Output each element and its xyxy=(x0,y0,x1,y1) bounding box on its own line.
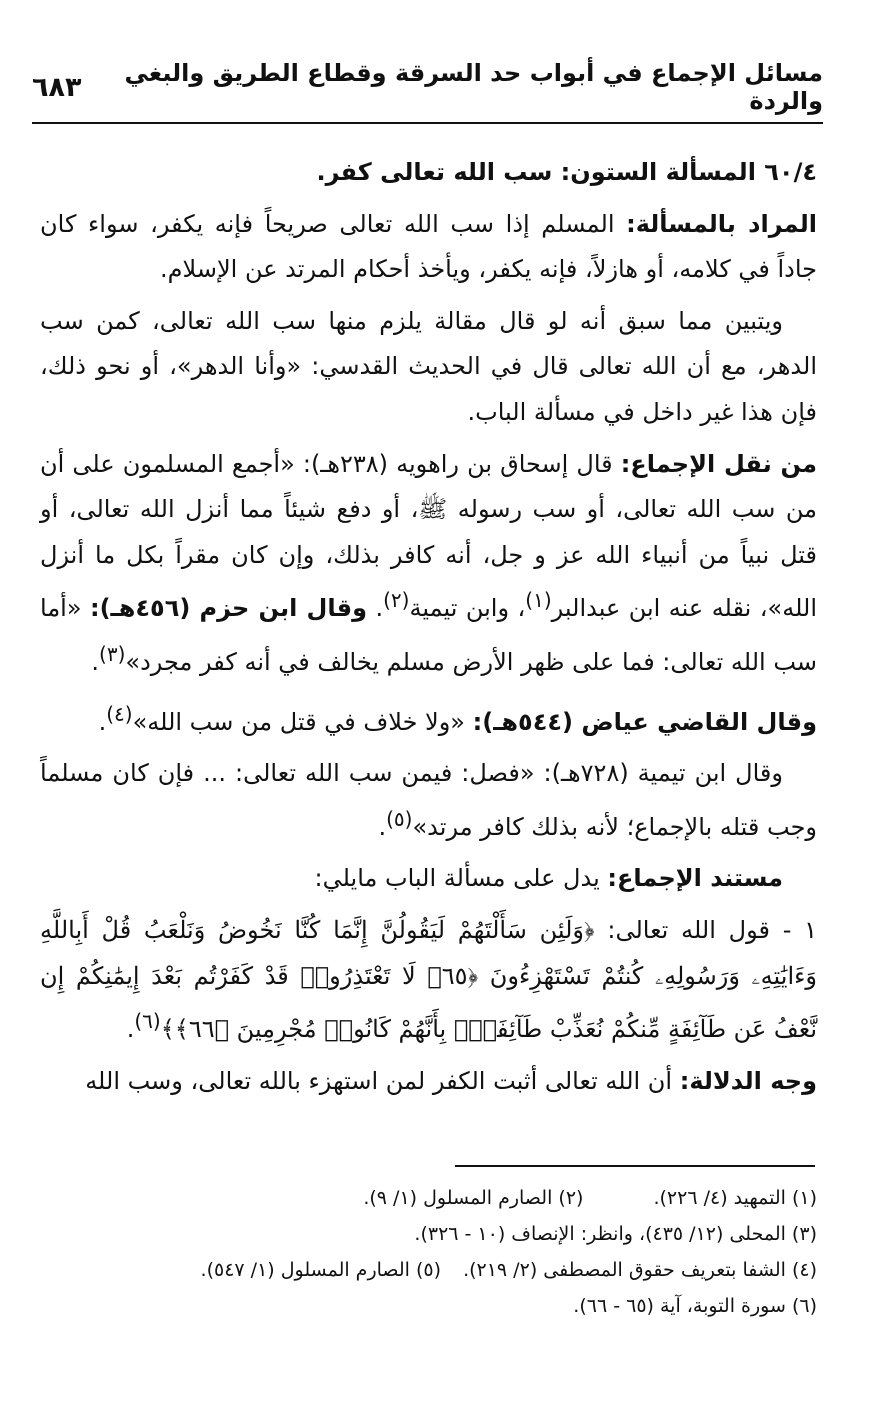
footnote-row xyxy=(150,1180,817,1216)
inference-paragraph xyxy=(40,1059,817,1105)
footnote-ref-3: (٣) xyxy=(99,641,126,666)
basis-label: مستند الإجماع: xyxy=(607,864,783,893)
footnotes xyxy=(150,1180,817,1324)
footnote-6: (٦) سورة التوبة، آية (٦٥ - ٦٦). xyxy=(573,1295,817,1317)
evidence-intro: ١ - قول الله تعالى: xyxy=(594,915,817,944)
footnote-2: (٢) الصارم المسلول (١/ ٩). xyxy=(363,1187,584,1209)
footnote-5: (٥) الصارم المسلول (١/ ٥٤٧). xyxy=(200,1259,442,1281)
qadi-iyad-quote: «ولا خلاف في قتل من سب الله» xyxy=(132,707,473,736)
footnote-ref-4: (٤) xyxy=(106,701,133,726)
transmission-text-b: ، وابن تيمية xyxy=(409,594,526,623)
footnote-separator xyxy=(455,1165,815,1167)
ibn-hazm-label: وقال ابن حزم (٤٥٦هـ): xyxy=(89,594,368,623)
transmission-paragraph xyxy=(40,442,817,686)
ibn-taymiyyah-paragraph xyxy=(40,751,817,850)
issue-heading: ٦٠/٤ المسألة الستون: سب الله تعالى كفر. xyxy=(316,158,817,186)
qadi-iyad-paragraph xyxy=(40,692,817,746)
footnote-row xyxy=(150,1288,817,1324)
page-number: ٦٨٣ xyxy=(32,71,82,103)
inference-text: أن الله تعالى أثبت الكفر لمن استهزء بالله تعالى، وسب الله xyxy=(85,1066,680,1095)
ibn-taymiyyah-end: . xyxy=(378,812,387,841)
qadi-iyad-label: وقال القاضي عياض (٥٤٤هـ): xyxy=(472,707,817,736)
clarification-paragraph: ويتبين مما سبق أنه لو قال مقالة يلزم منها سب الله تعالى، كمن سب الدهر، مع أن الله تعالى قال في الحديث القدسي: «وأنا الدهر»، أو نحو ذلك، فإن هذا غير داخل في مسألة الباب. xyxy=(40,306,817,426)
basis-text: يدل على مسألة الباب مايلي: xyxy=(314,864,608,893)
qadi-iyad-end: . xyxy=(98,707,107,736)
footnote-row xyxy=(150,1216,817,1252)
meaning-text: المسلم إذا سب الله تعالى صريحاً فإنه يكفر، سواء كان جاداً في كلامه، أو هازلاً، فإنه يكفر، ويأخذ أحكام المرتد عن الإسلام. xyxy=(40,209,817,284)
footnote-3: (٣) المحلى (١٢/ ٤٣٥)، وانظر: الإنصاف (١٠ - ٣٢٦). xyxy=(414,1223,817,1245)
meaning-label: المراد بالمسألة: xyxy=(626,209,817,238)
transmission-text-c: . xyxy=(367,594,384,623)
evidence-end: . xyxy=(126,1015,135,1044)
inference-label: وجه الدلالة: xyxy=(679,1066,817,1095)
basis-paragraph xyxy=(40,856,817,902)
footnote-1: (١) التمهيد (٤/ ٢٢٦). xyxy=(653,1187,817,1209)
footnote-4: (٤) الشفا بتعريف حقوق المصطفى (٢/ ٢١٩). xyxy=(463,1259,817,1281)
main-text xyxy=(40,150,817,1110)
header-rule xyxy=(32,122,823,124)
ibn-hazm-quote: «أما سب الله تعالى: فما على ظهر الأرض مسلم يخالف في أنه كفر مجرد» xyxy=(40,594,817,676)
running-header xyxy=(32,59,823,115)
transmission-text-a: قال إسحاق بن راهويه (٢٣٨هـ): «أجمع المسلمون على أن من سب الله تعالى، أو سب رسوله ﷺ، أو دفع شيئاً مما أنزل الله تعالى، أو قتل نبياً من أنبياء الله عز و جل، أنه كافر بذلك، وإن كان مقراً بكل ما أنزل الله»، نقله عنه ابن عبدالبر xyxy=(40,449,818,623)
footnote-row xyxy=(150,1252,817,1288)
footnote-ref-6: (٦) xyxy=(134,1009,161,1034)
meaning-paragraph xyxy=(40,202,817,293)
footnote-ref-5: (٥) xyxy=(386,806,413,831)
ibn-taymiyyah-text: وقال ابن تيمية (٧٢٨هـ): «فصل: فيمن سب الله تعالى: ... فإن كان مسلماً وجب قتله بالإجماع؛ لأنه بذلك كافر مرتد» xyxy=(40,759,817,841)
footnote-ref-1: (١) xyxy=(525,588,552,613)
transmission-end: . xyxy=(91,647,100,676)
quran-verse: ﴿وَلَئِن سَأَلْتَهُمْ لَيَقُولُنَّ إِنَّمَا كُنَّا نَخُوضُ وَنَلْعَبُ قُلْ أَبِاللَّهِ وَءَايَٰتِهِۦ وَرَسُولِهِۦ كُنتُمْ تَسْتَهْزِءُونَ ﴿٦٥﴾ لَا تَعْتَذِرُوا۟ قَدْ كَفَرْتُم بَعْدَ إِيمَٰنِكُمْ إِن نَّعْفُ عَن طَآئِفَةٍ مِّنكُمْ نُعَذِّبْ طَآئِفَةًۢ بِأَنَّهُمْ كَانُوا۟ مُجْرِمِينَ ﴿٦٦﴾﴾ xyxy=(40,915,817,1044)
transmission-label: من نقل الإجماع: xyxy=(620,449,817,478)
header-title: مسائل الإجماع في أبواب حد السرقة وقطاع الطريق والبغي والردة xyxy=(124,59,823,115)
footnote-ref-2: (٢) xyxy=(383,588,410,613)
evidence-paragraph xyxy=(40,908,817,1053)
